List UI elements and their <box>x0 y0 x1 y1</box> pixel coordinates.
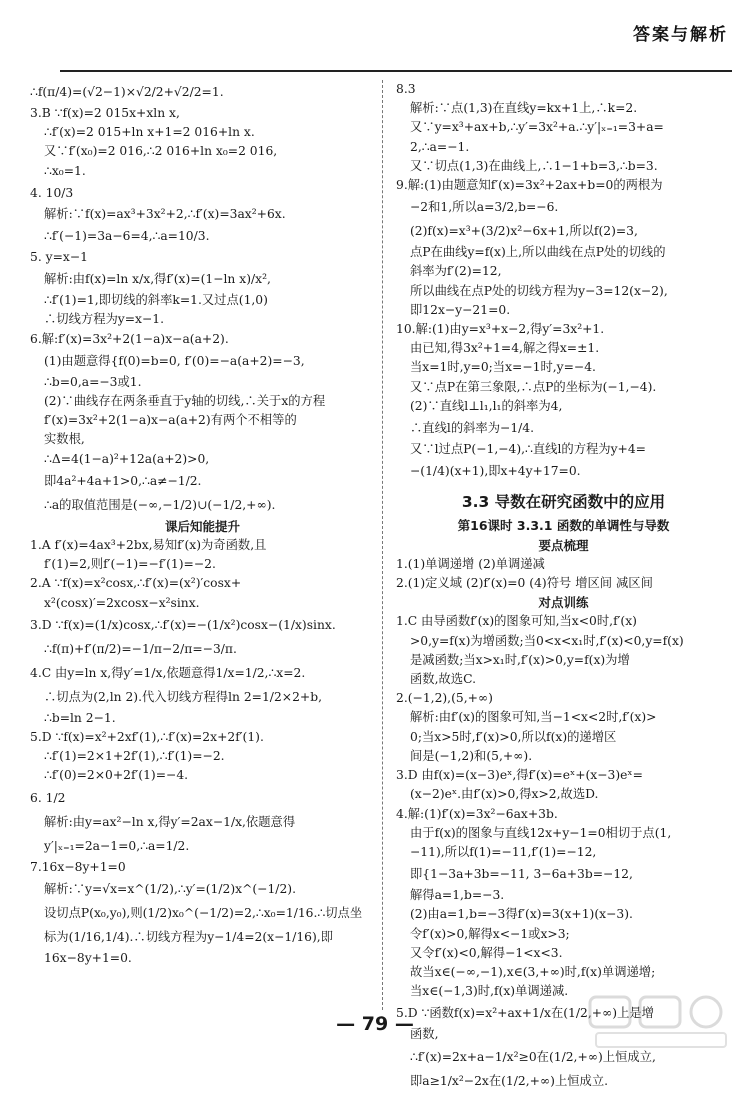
answer-line: ∴直线l的斜率为−1/4. <box>410 421 535 436</box>
answer-line: 0;当x>5时,f′(x)>0,所以f(x)的递增区 <box>410 729 617 744</box>
answer-line: 6. 1/2 <box>30 790 66 805</box>
answer-line: 标为(1/16,1/4).∴切线方程为y−1/4=2(x−1/16),即 <box>44 929 334 944</box>
answer-line: ∴f′(1)=1,即切线的斜率k=1.又过点(1,0) <box>44 293 268 308</box>
answer-line: 即a≥1/x²−2x在(1/2,+∞)上恒成立. <box>410 1073 609 1088</box>
answer-line: 设切点P(x₀,y₀),则(1/2)x₀^(−1/2)=2,∴x₀=1/16.∴切点坐 <box>44 905 363 920</box>
answer-line: 又∵点P在第三象限,∴点P的坐标为(−1,−4). <box>410 379 657 394</box>
answer-line: 解析:由f(x)=ln x/x,得f′(x)=(1−ln x)/x², <box>44 272 271 287</box>
answer-line: 解析:∵y=√x=x^(1/2),∴y′=(1/2)x^(−1/2). <box>44 881 296 896</box>
section-subheading: 要点梳理 <box>538 537 589 553</box>
answer-line: 当x∈(−1,3)时,f(x)单调递减. <box>410 984 569 999</box>
answer-line: 又令f′(x)<0,解得−1<x<3. <box>410 945 563 960</box>
answer-line: 7.16x−8y+1=0 <box>30 859 126 874</box>
answer-line: 解析:∵f(x)=ax³+3x²+2,∴f′(x)=3ax²+6x. <box>44 206 286 221</box>
answer-line: ∴切点为(2,ln 2).代入切线方程得ln 2=1/2×2+b, <box>44 689 322 704</box>
answer-line: 由已知,得3x²+1=4,解之得x=±1. <box>410 341 600 356</box>
answer-line: ∴f′(1)=2×1+2f′(1),∴f′(1)=−2. <box>44 749 225 764</box>
answer-line: 8.3 <box>396 82 416 96</box>
answer-line: ∴Δ=4(1−a)²+12a(a+2)>0, <box>44 451 210 466</box>
answer-line: ∴a的取值范围是(−∞,−1/2)∪(−1/2,+∞). <box>44 497 276 512</box>
answer-line: 是减函数;当x>x₁时,f′(x)>0,y=f(x)为增 <box>410 652 630 667</box>
answer-line: 又∵f′(x₀)=2 016,∴2 016+ln x₀=2 016, <box>44 144 278 159</box>
answer-line: 4.解:(1)f′(x)=3x²−6ax+3b. <box>396 806 558 821</box>
answer-line: 故当x∈(−∞,−1),x∈(3,+∞)时,f(x)单调递增; <box>410 964 656 979</box>
answer-line: ∴x₀=1. <box>44 163 86 178</box>
answer-line: ∴f′(x)=2x+a−1/x²≥0在(1/2,+∞)上恒成立, <box>410 1049 656 1064</box>
answer-line: 令f′(x)>0,解得x<−1或x>3; <box>410 926 570 941</box>
answer-line: 即{1−3a+3b=−11, 3−6a+3b=−12, <box>410 867 633 882</box>
answer-line: (2)∵直线l⊥l₁,l₁的斜率为4, <box>410 398 563 413</box>
answer-line: 16x−8y+1=0. <box>44 950 132 965</box>
answer-line: 10.解:(1)由y=x³+x−2,得y′=3x²+1. <box>396 322 605 337</box>
left-column <box>30 80 375 968</box>
answer-line: ∴f(π/4)=(√2−1)×√2/2+√2/2=1. <box>30 85 224 99</box>
answer-line: 3.B ∵f(x)=2 015x+xln x, <box>30 106 180 120</box>
watermark-logo-icon <box>586 993 736 1053</box>
answer-line: 又∵l过点P(−1,−4),∴直线l的方程为y+4= <box>410 442 646 457</box>
column-divider <box>382 80 383 1010</box>
header-title: 答案与解析 <box>633 25 728 45</box>
answer-line: ∴f′(x)=2 015+ln x+1=2 016+ln x. <box>44 125 255 140</box>
answer-line: ∴b=0,a=−3或1. <box>44 374 142 389</box>
answer-line: −(1/4)(x+1),即x+4y+17=0. <box>410 464 581 479</box>
answer-line: 5.D ∵函数f(x)=x²+ax+1/x在(1/2,+∞)上是增 <box>396 1006 654 1021</box>
section-subheading: 课后知能提升 <box>164 518 240 534</box>
answer-line: 2,∴a=−1. <box>410 139 470 154</box>
answer-line: 6.解:f′(x)=3x²+2(1−a)x−a(a+2). <box>30 331 229 346</box>
answer-line: f′(x)=3x²+2(1−a)x−a(a+2)有两个不相等的 <box>44 413 297 428</box>
answer-line: 1.(1)单调递增 (2)单调递减 <box>396 556 545 571</box>
answer-line: 当x=1时,y=0;当x=−1时,y=−4. <box>410 360 596 375</box>
answer-line: 所以曲线在点P处的切线方程为y−3=12(x−2), <box>410 283 668 298</box>
right-column <box>396 80 731 1093</box>
answer-line: x²(cosx)′=2xcosx−x²sinx. <box>44 595 200 610</box>
answer-line: 3.D ∵f(x)=(1/x)cosx,∴f′(x)=−(1/x²)cosx−(1/x)sinx. <box>30 617 336 632</box>
answer-line: 点P在曲线y=f(x)上,所以曲线在点P处的切线的 <box>410 245 666 260</box>
answer-line: ∴f(π)+f′(π/2)=−1/π−2/π=−3/π. <box>44 641 237 656</box>
answer-line: 解析:由y=ax²−ln x,得y′=2ax−1/x,依题意得 <box>44 814 296 829</box>
answer-line: 3.D 由f(x)=(x−3)eˣ,得f′(x)=eˣ+(x−3)eˣ= <box>396 768 643 783</box>
answer-line: 又∵y=x³+ax+b,∴y′=3x²+a.∴y′|ₓ₌₁=3+a= <box>410 120 664 135</box>
answer-line: 4. 10/3 <box>30 185 74 200</box>
answer-line: 2.A ∵f(x)=x²cosx,∴f′(x)=(x²)′cosx+ <box>30 576 242 591</box>
answer-line: 5. y=x−1 <box>30 250 88 265</box>
answer-line: (1)由题意得{f(0)=b=0, f′(0)=−a(a+2)=−3, <box>44 353 305 368</box>
answer-line: 2.(−1,2),(5,+∞) <box>396 691 493 706</box>
section-subheading: 对点训练 <box>538 595 589 611</box>
answer-line: 函数, <box>410 1027 439 1042</box>
answer-line: >0,y=f(x)为增函数;当0<x<x₁时,f′(x)<0,y=f(x) <box>410 633 684 648</box>
answer-line: 1.A f′(x)=4ax³+2bx,易知f′(x)为奇函数,且 <box>30 538 267 553</box>
section-heading: 3.3 导数在研究函数中的应用 <box>461 493 666 512</box>
answer-line: 由于f(x)的图象与直线12x+y−1=0相切于点(1, <box>410 825 672 840</box>
answer-line: 5.D ∵f(x)=x²+2xf′(1),∴f′(x)=2x+2f′(1). <box>30 730 264 745</box>
answer-line: ∴f′(−1)=3a−6=4,∴a=10/3. <box>44 229 210 244</box>
lesson-heading: 第16课时 3.3.1 函数的单调性与导数 <box>457 518 670 534</box>
answer-line: (x−2)eˣ.由f′(x)>0,得x>2,故选D. <box>410 787 599 802</box>
answer-line: 9.解:(1)由题意知f′(x)=3x²+2ax+b=0的两根为 <box>396 178 663 193</box>
answer-line: 2.(1)定义域 (2)f′(x)=0 (4)符号 增区间 减区间 <box>396 576 653 591</box>
answer-line: 斜率为f′(2)=12, <box>410 264 502 279</box>
answer-line: f′(1)=2,则f′(−1)=−f′(1)=−2. <box>44 557 216 572</box>
answer-line: (2)f(x)=x³+(3/2)x²−6x+1,所以f(2)=3, <box>410 224 638 239</box>
answer-line: ∴b=ln 2−1. <box>44 710 116 725</box>
answer-line: 解析:∵点(1,3)在直线y=kx+1上,∴k=2. <box>410 101 638 116</box>
answer-line: 间是(−1,2)和(5,+∞). <box>410 748 533 763</box>
answer-line: −11),所以f(1)=−11,f′(1)=−12, <box>410 844 597 859</box>
answer-line: 又∵切点(1,3)在曲线上,∴1−1+b=3,∴b=3. <box>410 158 658 173</box>
answer-line: 函数,故选C. <box>410 672 476 687</box>
answer-line: 4.C 由y=ln x,得y′=1/x,依题意得1/x=1/2,∴x=2. <box>30 665 306 680</box>
answer-line: (2)由a=1,b=−3得f′(x)=3(x+1)(x−3). <box>410 907 633 922</box>
answer-line: 1.C 由导函数f′(x)的图象可知,当x<0时,f′(x) <box>396 614 637 629</box>
answer-line: ∴f′(0)=2×0+2f′(1)=−4. <box>44 768 189 783</box>
page-number: — 79 — <box>336 1013 414 1035</box>
answer-line: 解析:由f′(x)的图象可知,当−1<x<2时,f′(x)> <box>410 710 657 725</box>
answer-line: 即12x−y−21=0. <box>410 302 511 317</box>
answer-line: −2和1,所以a=3/2,b=−6. <box>410 200 559 215</box>
answer-line: 实数根, <box>44 432 85 447</box>
answer-line: ∴切线方程为y=x−1. <box>44 312 165 327</box>
answer-line: y′|ₓ₌₁=2a−1=0,∴a=1/2. <box>44 838 190 853</box>
page-header <box>60 0 732 72</box>
answer-line: (2)∵曲线存在两条垂直于y轴的切线,∴关于x的方程 <box>44 394 326 409</box>
answer-line: 即4a²+4a+1>0,∴a≠−1/2. <box>44 473 202 488</box>
answer-line: 解得a=1,b=−3. <box>410 888 505 903</box>
